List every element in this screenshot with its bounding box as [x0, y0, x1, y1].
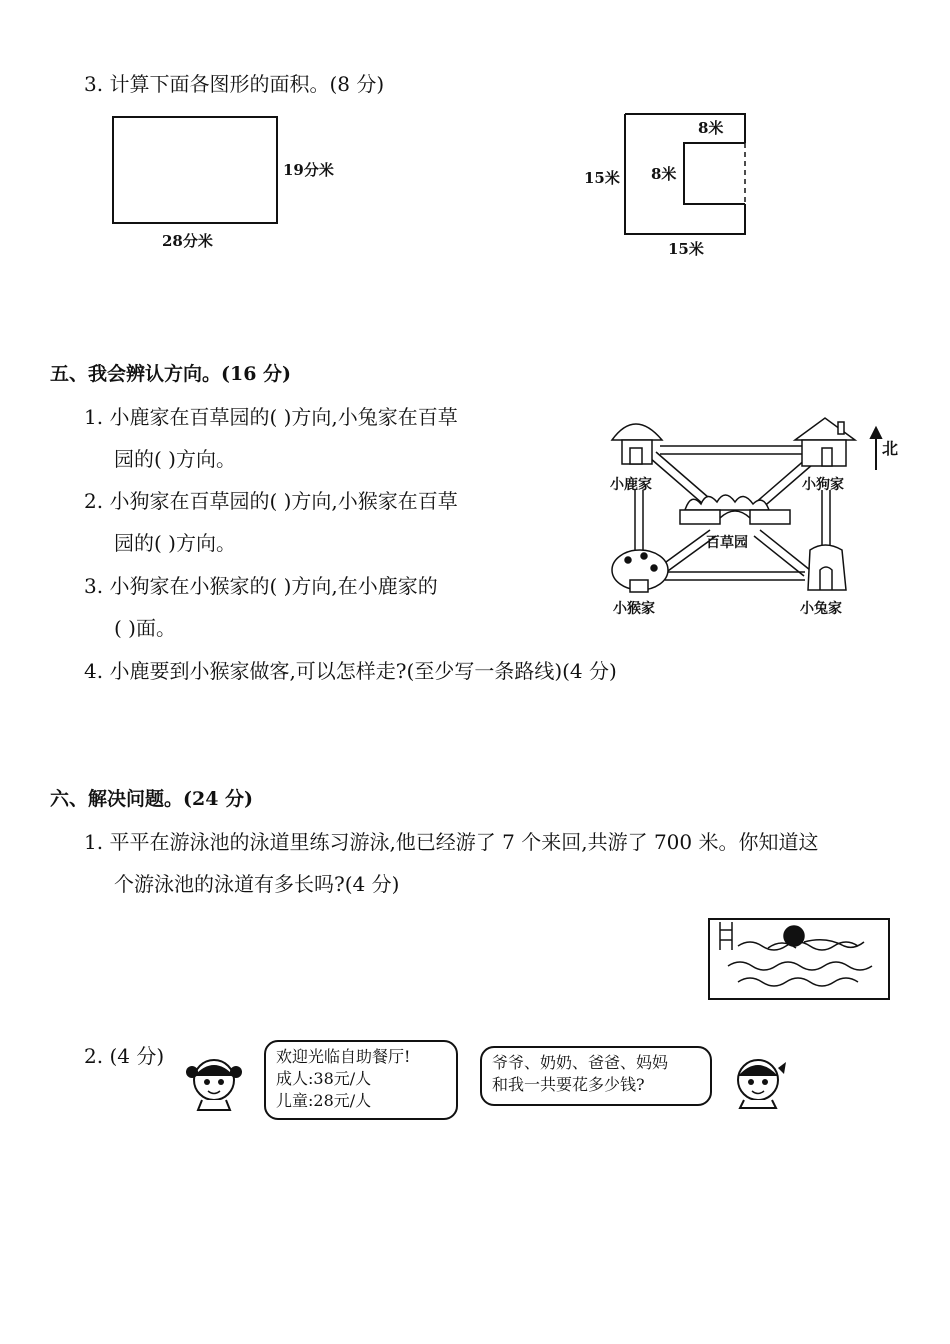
monkey-home-label: 小猴家 [613, 601, 655, 617]
rectangle-figure [112, 116, 278, 224]
girl-left-picture [184, 1046, 244, 1112]
square-with-cutout-figure [624, 113, 746, 235]
dog-home-label: 小狗家 [802, 477, 844, 493]
dog-home-icon [795, 418, 855, 466]
bubble1-line3: 儿童:28元/人 [276, 1091, 372, 1110]
s5-q1-line2: 园的( )方向。 [114, 447, 236, 471]
s5-q4: 4. 小鹿要到小猴家做客,可以怎样走?(至少写一条路线)(4 分) [84, 659, 617, 683]
north-label: 北 [882, 439, 899, 458]
s6-q1-line2: 个游泳池的泳道有多长吗?(4 分) [114, 872, 400, 896]
s6-q1-line1: 1. 平平在游泳池的泳道里练习游泳,他已经游了 7 个来回,共游了 700 米。你知道这 [84, 830, 819, 854]
s5-q3-line1: 3. 小狗家在小猴家的( )方向,在小鹿家的 [84, 574, 438, 598]
bubble2-line2: 和我一共要花多少钱? [492, 1075, 645, 1094]
square-left-label: 15米 [584, 169, 620, 187]
s5-q2-line1: 2. 小狗家在百草园的( )方向,小猴家在百草 [84, 489, 458, 513]
square-bottom-label: 15米 [668, 240, 704, 258]
garden-icon [680, 495, 790, 524]
monkey-home-icon [612, 550, 668, 592]
deer-home-label: 小鹿家 [610, 477, 652, 493]
s5-q3-line2: ( )面。 [114, 616, 176, 640]
north-arrow-icon [871, 428, 881, 470]
bubble1-line2: 成人:38元/人 [276, 1069, 372, 1088]
s6-q2-label: 2. (4 分) [84, 1044, 165, 1068]
s5-q2-line2: 园的( )方向。 [114, 531, 236, 555]
bubble1-line1: 欢迎光临自助餐厅! [276, 1047, 411, 1066]
rabbit-home-label: 小兔家 [800, 601, 842, 617]
square-top-label: 8米 [698, 119, 724, 137]
garden-label: 百草园 [706, 535, 748, 551]
direction-map [610, 410, 900, 620]
q3-title: 3. 计算下面各图形的面积。(8 分) [84, 72, 385, 96]
swimming-pool-picture [708, 918, 890, 1000]
bubble2-line1: 爷爷、奶奶、爸爸、妈妈 [492, 1053, 669, 1072]
rect-width-label: 28分米 [162, 232, 213, 250]
section6-title: 六、解决问题。(24 分) [50, 788, 254, 810]
s5-q1-line1: 1. 小鹿家在百草园的( )方向,小兔家在百草 [84, 405, 458, 429]
section5-title: 五、我会辨认方向。(16 分) [50, 363, 292, 385]
rect-height-label: 19分米 [283, 161, 334, 179]
girl-right-picture [728, 1048, 788, 1110]
deer-home-icon [612, 424, 662, 464]
speech-bubble-restaurant [264, 1040, 458, 1120]
rabbit-home-icon [808, 545, 846, 590]
square-inner-label: 8米 [651, 165, 677, 183]
speech-bubble-question [480, 1046, 712, 1106]
